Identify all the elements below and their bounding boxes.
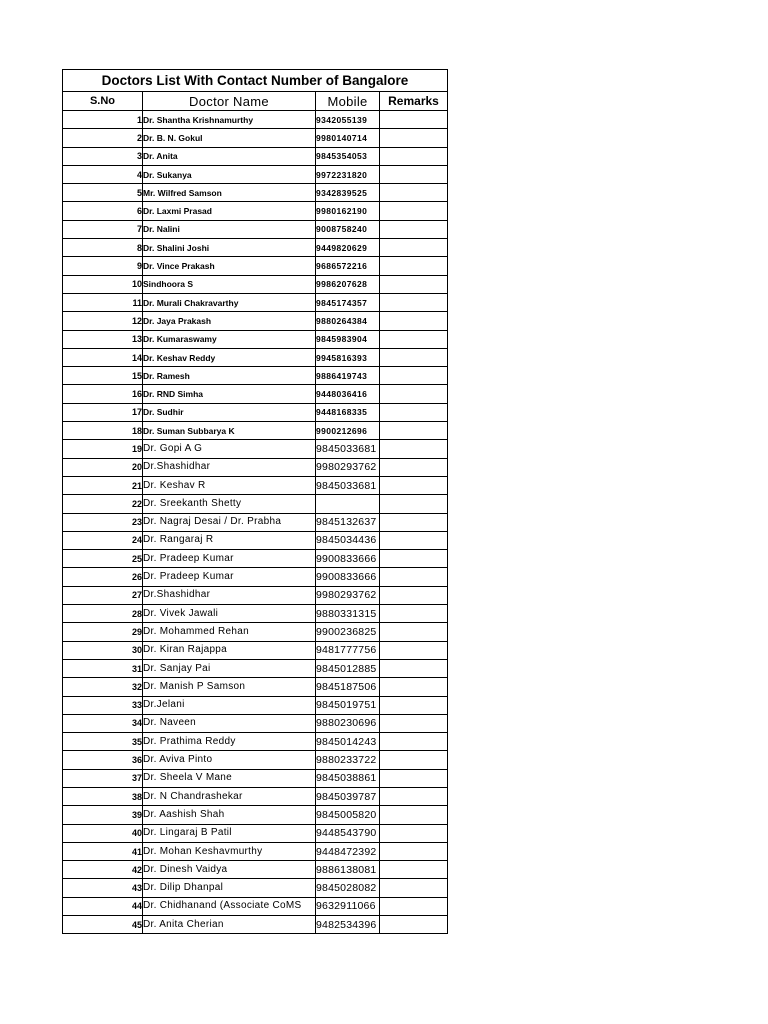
remarks-cell: [380, 202, 448, 220]
mobile-cell: 9980140714: [316, 129, 380, 147]
mobile-cell: 9632911066: [316, 897, 380, 915]
table-row: [63, 623, 448, 641]
remarks-cell: [380, 568, 448, 586]
sno-cell: 22: [63, 495, 143, 513]
sno-cell: 10: [63, 275, 143, 293]
doctor-name-cell: Dr. Aashish Shah: [143, 806, 316, 824]
remarks-cell: [380, 605, 448, 623]
doctor-name-cell: Dr. Vivek Jawali: [143, 605, 316, 623]
sno-cell: 39: [63, 806, 143, 824]
mobile-cell: 9448472392: [316, 842, 380, 860]
table-row: [63, 422, 448, 440]
mobile-cell: 9845034436: [316, 531, 380, 549]
mobile-cell: 9880264384: [316, 312, 380, 330]
doctor-name-cell: Dr. Sheela V Mane: [143, 769, 316, 787]
mobile-cell: 9845132637: [316, 513, 380, 531]
remarks-cell: [380, 550, 448, 568]
remarks-cell: [380, 513, 448, 531]
table-body: [63, 111, 448, 934]
sno-cell: 12: [63, 312, 143, 330]
sno-cell: 27: [63, 586, 143, 604]
table-row: [63, 257, 448, 275]
column-header-remarks: Remarks: [380, 92, 448, 111]
table-row: [63, 916, 448, 934]
remarks-cell: [380, 403, 448, 421]
doctor-name-cell: Sindhoora S: [143, 275, 316, 293]
table-row: [63, 348, 448, 366]
table-row: [63, 440, 448, 458]
remarks-cell: [380, 440, 448, 458]
remarks-cell: [380, 531, 448, 549]
mobile-cell: 9482534396: [316, 916, 380, 934]
table-row: [63, 165, 448, 183]
remarks-cell: [380, 751, 448, 769]
sno-cell: 17: [63, 403, 143, 421]
sno-cell: 14: [63, 348, 143, 366]
table-row: [63, 531, 448, 549]
sno-cell: 36: [63, 751, 143, 769]
remarks-cell: [380, 422, 448, 440]
mobile-cell: 9845019751: [316, 696, 380, 714]
mobile-cell: 9980293762: [316, 458, 380, 476]
sno-cell: 37: [63, 769, 143, 787]
mobile-cell: 9448543790: [316, 824, 380, 842]
doctor-name-cell: Dr. Laxmi Prasad: [143, 202, 316, 220]
sno-cell: 7: [63, 220, 143, 238]
doctor-name-cell: Dr. Shantha Krishnamurthy: [143, 111, 316, 129]
remarks-cell: [380, 769, 448, 787]
doctor-name-cell: Dr.Shashidhar: [143, 458, 316, 476]
mobile-cell: 9900236825: [316, 623, 380, 641]
doctor-name-cell: Dr. Vince Prakash: [143, 257, 316, 275]
mobile-cell: 9900212696: [316, 422, 380, 440]
table-row: [63, 696, 448, 714]
mobile-cell: 9342839525: [316, 184, 380, 202]
sno-cell: 24: [63, 531, 143, 549]
doctor-name-cell: Dr. Prathima Reddy: [143, 733, 316, 751]
remarks-cell: [380, 129, 448, 147]
table-row: [63, 385, 448, 403]
sno-cell: 25: [63, 550, 143, 568]
doctor-name-cell: Dr.Jelani: [143, 696, 316, 714]
column-header-sno: S.No: [63, 92, 143, 111]
table-row: [63, 275, 448, 293]
table-row: [63, 403, 448, 421]
remarks-cell: [380, 275, 448, 293]
doctor-name-cell: Dr. Sanjay Pai: [143, 659, 316, 677]
doctor-name-cell: Dr. Kiran Rajappa: [143, 641, 316, 659]
table-title: Doctors List With Contact Number of Bangalore: [63, 70, 448, 92]
table-row: [63, 330, 448, 348]
table-row: [63, 605, 448, 623]
remarks-cell: [380, 184, 448, 202]
mobile-cell: [316, 495, 380, 513]
mobile-cell: 9845033681: [316, 476, 380, 494]
sno-cell: 30: [63, 641, 143, 659]
table-row: [63, 751, 448, 769]
table-row: [63, 897, 448, 915]
sno-cell: 13: [63, 330, 143, 348]
mobile-cell: 9448036416: [316, 385, 380, 403]
remarks-cell: [380, 879, 448, 897]
remarks-cell: [380, 916, 448, 934]
sno-cell: 41: [63, 842, 143, 860]
table-row: [63, 476, 448, 494]
mobile-cell: 9449820629: [316, 239, 380, 257]
doctor-name-cell: Mr. Wilfred Samson: [143, 184, 316, 202]
doctor-name-cell: Dr. Dilip Dhanpal: [143, 879, 316, 897]
doctor-name-cell: Dr. Sudhir: [143, 403, 316, 421]
remarks-cell: [380, 385, 448, 403]
mobile-cell: 9880230696: [316, 714, 380, 732]
sno-cell: 31: [63, 659, 143, 677]
remarks-cell: [380, 842, 448, 860]
sno-cell: 44: [63, 897, 143, 915]
column-header-doctor-name: Doctor Name: [143, 92, 316, 111]
mobile-cell: 9980293762: [316, 586, 380, 604]
mobile-cell: 9845187506: [316, 678, 380, 696]
sno-cell: 42: [63, 861, 143, 879]
mobile-cell: 9972231820: [316, 165, 380, 183]
doctor-name-cell: Dr. Keshav Reddy: [143, 348, 316, 366]
mobile-cell: 9008758240: [316, 220, 380, 238]
column-header-mobile: Mobile: [316, 92, 380, 111]
table-row: [63, 586, 448, 604]
sno-cell: 34: [63, 714, 143, 732]
sno-cell: 20: [63, 458, 143, 476]
table-row: [63, 659, 448, 677]
remarks-cell: [380, 367, 448, 385]
mobile-cell: 9845012885: [316, 659, 380, 677]
mobile-cell: 9980162190: [316, 202, 380, 220]
doctor-name-cell: Dr. Aviva Pinto: [143, 751, 316, 769]
mobile-cell: 9342055139: [316, 111, 380, 129]
table-row: [63, 678, 448, 696]
sno-cell: 23: [63, 513, 143, 531]
sno-cell: 5: [63, 184, 143, 202]
remarks-cell: [380, 220, 448, 238]
table-row: [63, 513, 448, 531]
sno-cell: 15: [63, 367, 143, 385]
doctor-name-cell: Dr. Dinesh Vaidya: [143, 861, 316, 879]
remarks-cell: [380, 824, 448, 842]
mobile-cell: 9845039787: [316, 787, 380, 805]
doctor-name-cell: Dr. Kumaraswamy: [143, 330, 316, 348]
mobile-cell: 9880331315: [316, 605, 380, 623]
mobile-cell: 9945816393: [316, 348, 380, 366]
doctor-name-cell: Dr. Shalini Joshi: [143, 239, 316, 257]
doctor-name-cell: Dr. Mohan Keshavmurthy: [143, 842, 316, 860]
table-row: [63, 239, 448, 257]
table-row: [63, 129, 448, 147]
remarks-cell: [380, 348, 448, 366]
doctor-name-cell: Dr. Lingaraj B Patil: [143, 824, 316, 842]
sno-cell: 38: [63, 787, 143, 805]
sno-cell: 4: [63, 165, 143, 183]
remarks-cell: [380, 111, 448, 129]
doctor-name-cell: Dr. Nagraj Desai / Dr. Prabha: [143, 513, 316, 531]
table-row: [63, 641, 448, 659]
remarks-cell: [380, 678, 448, 696]
remarks-cell: [380, 733, 448, 751]
sno-cell: 11: [63, 293, 143, 311]
doctor-name-cell: Dr. Suman Subbarya K: [143, 422, 316, 440]
doctor-name-cell: Dr. Ramesh: [143, 367, 316, 385]
table-row: [63, 147, 448, 165]
remarks-cell: [380, 239, 448, 257]
remarks-cell: [380, 257, 448, 275]
table-row: [63, 568, 448, 586]
sno-cell: 33: [63, 696, 143, 714]
remarks-cell: [380, 659, 448, 677]
table-row: [63, 879, 448, 897]
remarks-cell: [380, 495, 448, 513]
doctor-name-cell: Dr. RND Simha: [143, 385, 316, 403]
mobile-cell: 9845174357: [316, 293, 380, 311]
sno-cell: 2: [63, 129, 143, 147]
sno-cell: 19: [63, 440, 143, 458]
mobile-cell: 9900833666: [316, 550, 380, 568]
table-row: [63, 184, 448, 202]
remarks-cell: [380, 165, 448, 183]
remarks-cell: [380, 714, 448, 732]
remarks-cell: [380, 806, 448, 824]
table-row: [63, 202, 448, 220]
doctors-table: [62, 69, 448, 934]
mobile-cell: 9686572216: [316, 257, 380, 275]
sno-cell: 28: [63, 605, 143, 623]
mobile-cell: 9880233722: [316, 751, 380, 769]
mobile-cell: 9481777756: [316, 641, 380, 659]
mobile-cell: 9900833666: [316, 568, 380, 586]
doctor-name-cell: Dr. Sukanya: [143, 165, 316, 183]
doctor-name-cell: Dr. Murali Chakravarthy: [143, 293, 316, 311]
remarks-cell: [380, 330, 448, 348]
sno-cell: 6: [63, 202, 143, 220]
table-row: [63, 312, 448, 330]
doctor-name-cell: Dr. Mohammed Rehan: [143, 623, 316, 641]
mobile-cell: 9886419743: [316, 367, 380, 385]
sno-cell: 45: [63, 916, 143, 934]
sno-cell: 26: [63, 568, 143, 586]
doctor-name-cell: Dr. Naveen: [143, 714, 316, 732]
doctor-name-cell: Dr. N Chandrashekar: [143, 787, 316, 805]
table-row: [63, 220, 448, 238]
doctor-name-cell: Dr. Gopi A G: [143, 440, 316, 458]
sno-cell: 35: [63, 733, 143, 751]
mobile-cell: 9845983904: [316, 330, 380, 348]
mobile-cell: 9845014243: [316, 733, 380, 751]
mobile-cell: 9845033681: [316, 440, 380, 458]
remarks-cell: [380, 897, 448, 915]
mobile-cell: 9886138081: [316, 861, 380, 879]
doctor-name-cell: Dr. Sreekanth Shetty: [143, 495, 316, 513]
doctor-name-cell: Dr. Manish P Samson: [143, 678, 316, 696]
remarks-cell: [380, 476, 448, 494]
remarks-cell: [380, 293, 448, 311]
table-row: [63, 495, 448, 513]
table-row: [63, 842, 448, 860]
doctor-name-cell: Dr. Pradeep Kumar: [143, 550, 316, 568]
table-row: [63, 458, 448, 476]
doctor-name-cell: Dr. Rangaraj R: [143, 531, 316, 549]
sno-cell: 29: [63, 623, 143, 641]
sno-cell: 9: [63, 257, 143, 275]
remarks-cell: [380, 641, 448, 659]
table-row: [63, 293, 448, 311]
sno-cell: 40: [63, 824, 143, 842]
sno-cell: 8: [63, 239, 143, 257]
remarks-cell: [380, 787, 448, 805]
table-row: [63, 806, 448, 824]
sno-cell: 32: [63, 678, 143, 696]
mobile-cell: 9986207628: [316, 275, 380, 293]
table-row: [63, 824, 448, 842]
mobile-cell: 9845005820: [316, 806, 380, 824]
sno-cell: 43: [63, 879, 143, 897]
mobile-cell: 9845354053: [316, 147, 380, 165]
table-row: [63, 787, 448, 805]
doctor-name-cell: Dr. Jaya Prakash: [143, 312, 316, 330]
doctor-name-cell: Dr.Shashidhar: [143, 586, 316, 604]
table-row: [63, 111, 448, 129]
table-row: [63, 733, 448, 751]
remarks-cell: [380, 861, 448, 879]
remarks-cell: [380, 147, 448, 165]
sno-cell: 1: [63, 111, 143, 129]
sno-cell: 21: [63, 476, 143, 494]
sno-cell: 18: [63, 422, 143, 440]
doctor-name-cell: Dr. B. N. Gokul: [143, 129, 316, 147]
remarks-cell: [380, 623, 448, 641]
doctor-name-cell: Dr. Chidhanand (Associate CoMS: [143, 897, 316, 915]
table-row: [63, 367, 448, 385]
table-row: [63, 861, 448, 879]
mobile-cell: 9448168335: [316, 403, 380, 421]
sno-cell: 3: [63, 147, 143, 165]
table-row: [63, 769, 448, 787]
doctor-name-cell: Dr. Anita Cherian: [143, 916, 316, 934]
remarks-cell: [380, 696, 448, 714]
remarks-cell: [380, 586, 448, 604]
remarks-cell: [380, 458, 448, 476]
doctor-name-cell: Dr. Nalini: [143, 220, 316, 238]
sno-cell: 16: [63, 385, 143, 403]
doctor-name-cell: Dr. Pradeep Kumar: [143, 568, 316, 586]
doctor-name-cell: Dr. Anita: [143, 147, 316, 165]
mobile-cell: 9845028082: [316, 879, 380, 897]
table-row: [63, 714, 448, 732]
doctor-name-cell: Dr. Keshav R: [143, 476, 316, 494]
remarks-cell: [380, 312, 448, 330]
table-row: [63, 550, 448, 568]
mobile-cell: 9845038861: [316, 769, 380, 787]
